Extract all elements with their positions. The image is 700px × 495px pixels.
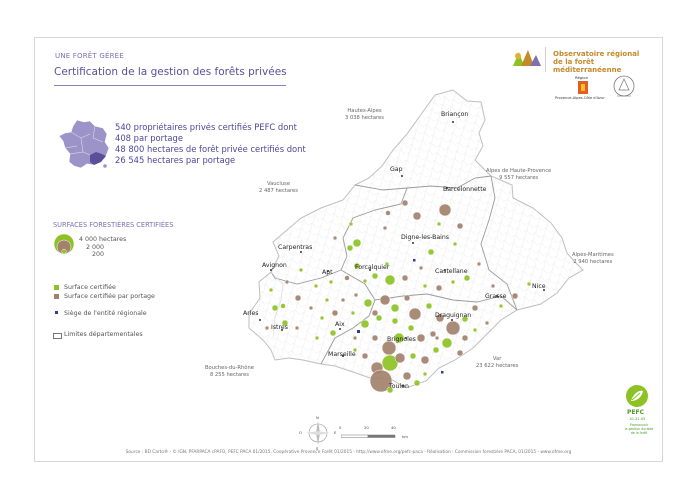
certified-surface-circle bbox=[392, 318, 398, 324]
source-footer: Source : BD Carto® - © IGN, PFARPACA cPAFO, PEFC PACA 01/2015, Coopérative Provence Forêt 01/2015 - http://www.ofme.org/pefc-paca - Réalisation : Commission forestière PACA, 01/2015 - www.ofme.org bbox=[125, 450, 572, 455]
portage-surface-circle bbox=[265, 326, 269, 330]
scale-40: 40 bbox=[391, 425, 396, 430]
certified-surface-circle bbox=[453, 242, 457, 246]
compass-south: S bbox=[316, 446, 319, 451]
city-label-draguignan: Draguignan bbox=[435, 312, 472, 319]
city-label-brignoles: Brignoles bbox=[387, 336, 416, 343]
portage-surface-circle bbox=[386, 211, 391, 216]
portage-surface-circle bbox=[383, 226, 387, 230]
portage-surface-circle bbox=[353, 336, 357, 340]
certified-surface-circle bbox=[372, 273, 378, 279]
pefc-name: PEFC bbox=[627, 409, 644, 416]
dept-area-hautes-alpes: 3 038 hectares bbox=[345, 114, 384, 121]
certified-surface-circle bbox=[426, 303, 432, 309]
portage-surface-circle bbox=[462, 335, 468, 341]
certified-surface-circle bbox=[473, 328, 477, 332]
portage-surface-circle bbox=[409, 308, 421, 320]
portage-surface-circle bbox=[439, 204, 451, 216]
portage-surface-circle bbox=[403, 372, 411, 380]
certified-surface-circle bbox=[281, 304, 286, 309]
portage-surface-circle bbox=[362, 353, 368, 359]
portage-surface-circle bbox=[354, 293, 358, 297]
dept-vaucluse bbox=[259, 181, 298, 194]
portage-surface-circle bbox=[372, 310, 378, 316]
page-kicker: UNE FORÊT GÉRÉE bbox=[55, 52, 124, 60]
dept-var bbox=[476, 356, 518, 369]
portage-surface-circle bbox=[477, 262, 481, 266]
portage-surface-circle bbox=[435, 336, 439, 340]
region-name: Provence-Alpes-Côte d'Azur bbox=[555, 96, 605, 100]
dept-bouches-du-rhone bbox=[205, 365, 254, 378]
legend-dept-label: Limites départementales bbox=[64, 331, 143, 338]
portage-surface-circle bbox=[309, 306, 313, 310]
pefc-code: 10-31-05 bbox=[629, 417, 646, 421]
city-label-arles: Arles bbox=[243, 310, 259, 317]
portage-surface-circle bbox=[457, 223, 463, 229]
dept-alpes-maritimes bbox=[572, 252, 614, 265]
page-title: Certification de la gestion des forêts privées bbox=[54, 66, 287, 78]
dept-area-var: 23 622 hectares bbox=[476, 362, 519, 369]
certified-surface-circle bbox=[385, 275, 395, 285]
city-label-carpentras: Carpentras bbox=[278, 244, 313, 251]
portage-surface-circle bbox=[341, 298, 345, 302]
city-label-barcelonnette: Barcelonnette bbox=[443, 186, 487, 193]
legend-size-200: 200 bbox=[92, 251, 105, 258]
certified-surface-circle bbox=[464, 275, 470, 281]
portage-surface-circle bbox=[345, 276, 350, 281]
regional-hq-marker bbox=[357, 330, 360, 333]
certified-surface-circle bbox=[428, 249, 434, 255]
portage-surface-circle bbox=[332, 310, 338, 316]
pefc-tagline-2: la gestion durable bbox=[624, 427, 654, 431]
stat-owners: 540 propriétaires privés certifiés PEFC dont bbox=[115, 122, 297, 132]
certified-surface-circle bbox=[499, 304, 503, 308]
stat-hectares: 48 800 hectares de forêt privée certifiés dont bbox=[115, 144, 306, 155]
certified-surface-circle bbox=[347, 245, 353, 251]
certified-surface-circle bbox=[361, 320, 369, 328]
dept-name-var: Var bbox=[492, 356, 502, 362]
city-label-avignon: Avignon bbox=[262, 262, 287, 269]
legend-size-2000: 2 000 bbox=[86, 244, 105, 251]
dept-alpes-haute-provence bbox=[486, 168, 551, 181]
city-label-briancon: Briançon bbox=[441, 111, 469, 118]
city-label-apt: Apt bbox=[322, 269, 333, 276]
scale-unit: km bbox=[402, 434, 408, 439]
certified-surface-circle bbox=[269, 288, 273, 292]
portage-surface-circle bbox=[436, 285, 442, 291]
certified-surface-circle bbox=[364, 299, 372, 307]
certified-surface-circle bbox=[325, 298, 329, 302]
portage-surface-circle bbox=[380, 295, 390, 305]
certified-surface-circle bbox=[391, 304, 399, 312]
compass-east: E bbox=[334, 430, 337, 435]
certified-surface-circle bbox=[351, 311, 355, 315]
dept-name-ahp: Alpes de Haute-Provence bbox=[486, 168, 552, 174]
city-label-castellane: Castellane bbox=[435, 268, 468, 275]
dept-name-bdr: Bouches-du-Rhône bbox=[205, 365, 254, 371]
pefc-tagline bbox=[624, 423, 654, 435]
city-label-marseille: Marseille bbox=[328, 351, 356, 358]
legend-portage-label: Surface certifiée par portage bbox=[64, 293, 155, 300]
dept-hautes-alpes bbox=[345, 108, 384, 121]
city-label-forcalquier: Forcalquier bbox=[355, 264, 390, 271]
city-label-aix: Aix bbox=[335, 321, 345, 328]
certified-surface-circle bbox=[423, 284, 427, 288]
certified-surface-circle bbox=[437, 222, 441, 226]
city-label-gap: Gap bbox=[390, 166, 403, 173]
certified-surface-circle bbox=[376, 315, 382, 321]
portage-surface-circle bbox=[512, 293, 518, 299]
portage-surface-circle bbox=[402, 200, 408, 206]
city-label-toulon: Toulon bbox=[389, 383, 409, 390]
portage-surface-circle bbox=[472, 305, 478, 311]
dept-area-ahp: 9 557 hectares bbox=[499, 174, 539, 181]
scale-20: 20 bbox=[364, 425, 369, 430]
city-label-istres: Istres bbox=[271, 324, 288, 331]
region-label: Région bbox=[575, 75, 588, 80]
pefc-tagline-1: Promouvoir bbox=[629, 423, 649, 427]
legend-size-4000: 4 000 hectares bbox=[79, 236, 127, 243]
certified-surface-circle bbox=[451, 280, 455, 284]
certified-surface-circle bbox=[349, 222, 353, 226]
portage-surface-circle bbox=[333, 236, 337, 240]
certified-surface-circle bbox=[353, 239, 361, 247]
portage-surface-circle bbox=[404, 295, 410, 301]
pefc-tagline-3: de la forêt bbox=[630, 431, 648, 435]
map-sheet bbox=[34, 37, 663, 462]
portage-surface-circle bbox=[419, 266, 423, 270]
certified-surface-circle bbox=[314, 284, 318, 288]
certified-surface-circle bbox=[410, 353, 416, 359]
dept-area-vaucluse: 2 487 hectares bbox=[259, 187, 298, 194]
legend-title: SURFACES FORESTIÈRES CERTIFIÉES bbox=[53, 221, 174, 229]
compass-north: N bbox=[316, 415, 319, 420]
portage-surface-circle bbox=[295, 295, 301, 301]
portage-surface-circle bbox=[491, 284, 495, 288]
certified-surface-circle bbox=[315, 336, 319, 340]
certified-surface-circle bbox=[414, 380, 420, 386]
portage-surface-circle bbox=[382, 341, 396, 355]
dept-name-hautes-alpes: Hautes-Alpes bbox=[347, 108, 382, 114]
dept-area-bdr: 8 255 hectares bbox=[209, 371, 249, 378]
portage-surface-circle bbox=[402, 275, 408, 281]
city-label-nice: Nice bbox=[532, 283, 546, 290]
certified-surface-circle bbox=[527, 282, 531, 286]
portage-surface-circle bbox=[421, 356, 429, 364]
dept-name-vaucluse: Vaucluse bbox=[266, 181, 291, 187]
compass-west: O bbox=[299, 430, 302, 435]
dept-name-am: Alpes-Maritimes bbox=[572, 252, 614, 258]
hq-marker-digne bbox=[413, 259, 416, 262]
legend-certified-label: Surface certifiée bbox=[64, 284, 116, 291]
certified-surface-circle bbox=[329, 280, 333, 284]
portage-surface-circle bbox=[285, 280, 289, 284]
certified-surface-circle bbox=[299, 268, 303, 272]
certified-surface-circle bbox=[408, 325, 414, 331]
portage-surface-circle bbox=[485, 321, 489, 325]
stat-hectares-portage: 26 545 hectares par portage bbox=[115, 155, 236, 166]
portage-surface-circle bbox=[430, 331, 436, 337]
legend-hq-label: Siège de l'entité régionale bbox=[64, 310, 147, 317]
certified-surface-circle bbox=[363, 279, 367, 283]
portage-surface-circle bbox=[295, 326, 299, 330]
paca-map bbox=[35, 38, 662, 461]
portage-surface-circle bbox=[395, 353, 405, 363]
pefc-logo-icon bbox=[624, 384, 650, 408]
stat-owners-portage: 408 par portage bbox=[115, 133, 183, 144]
portage-surface-circle bbox=[413, 212, 421, 220]
certified-surface-circle bbox=[320, 316, 324, 320]
observatory-line2: de la forêt méditerranéenne bbox=[553, 58, 622, 74]
hq-marker-toulon bbox=[441, 371, 444, 374]
certified-surface-circle bbox=[330, 330, 336, 336]
scale-0: 0 bbox=[339, 425, 342, 430]
portage-surface-circle bbox=[446, 321, 460, 335]
city-label-grasse: Grasse bbox=[485, 293, 507, 300]
observatory-line1: Observatoire régional bbox=[553, 50, 640, 58]
certified-surface-circle bbox=[423, 372, 427, 376]
portage-surface-circle bbox=[457, 350, 463, 356]
north-arrow-icon bbox=[303, 418, 333, 448]
scale-bar bbox=[341, 433, 399, 441]
certified-surface-circle bbox=[272, 305, 278, 311]
portage-surface-circle bbox=[372, 335, 378, 341]
portage-surface-circle bbox=[417, 334, 425, 342]
certified-surface-circle bbox=[442, 338, 452, 348]
certified-surface-circle bbox=[433, 347, 439, 353]
dept-area-am: 2 940 hectares bbox=[573, 258, 613, 265]
city-label-digne: Digne-les-Bains bbox=[401, 234, 450, 241]
